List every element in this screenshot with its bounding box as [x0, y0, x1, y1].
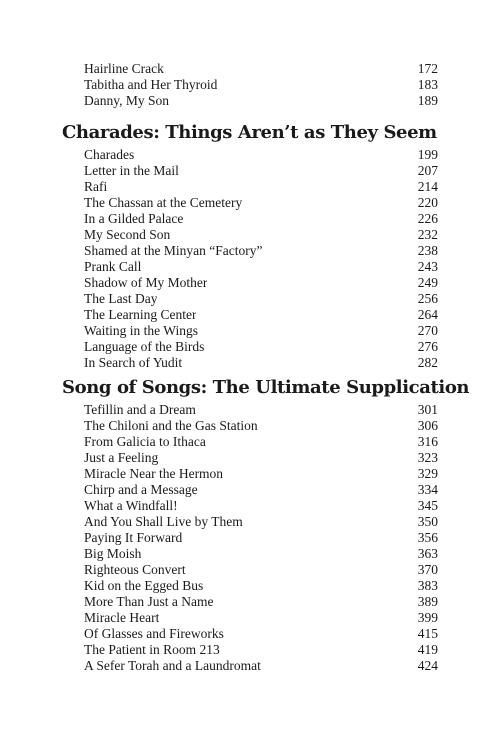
toc-entry-title: Miracle Heart: [84, 610, 160, 625]
toc-entry-page: 189: [417, 93, 438, 108]
toc-entry-page: 199: [417, 147, 438, 162]
toc-entry-title: Shadow of My Mother: [84, 275, 208, 290]
toc-entry: [84, 179, 438, 195]
toc-entry: [84, 93, 438, 109]
toc-entry-page: 329: [417, 466, 438, 481]
toc-entry: [84, 402, 438, 418]
toc-entry-title: Miracle Near the Hermon: [84, 466, 224, 481]
toc-entry-title: Tabitha and Her Thyroid: [84, 77, 218, 92]
toc-entry-title: My Second Son: [84, 227, 171, 242]
continued-entries: [84, 61, 438, 109]
toc-entry-page: 345: [417, 498, 438, 513]
toc-entry-title: What a Windfall!: [84, 498, 178, 513]
toc-entry-title: Letter in the Mail: [84, 163, 179, 178]
toc-entry-page: 172: [417, 61, 438, 76]
toc-entry-page: 383: [417, 578, 438, 593]
section-entries: [84, 147, 438, 371]
toc-entry: [84, 291, 438, 307]
toc-entry-page: 207: [417, 163, 438, 178]
toc-entry-title: Prank Call: [84, 259, 142, 274]
toc-entry-title: More Than Just a Name: [84, 594, 214, 609]
toc-entry-title: Of Glasses and Fireworks: [84, 626, 224, 641]
toc-entry: [84, 355, 438, 371]
toc-entry-title: The Learning Center: [84, 307, 197, 322]
toc-entry-title: The Chiloni and the Gas Station: [84, 418, 258, 433]
toc-entry: [84, 594, 438, 610]
toc-entry-title: From Galicia to Ithaca: [84, 434, 206, 449]
toc-entry-page: 243: [417, 259, 438, 274]
toc-entry-title: The Chassan at the Cemetery: [84, 195, 243, 210]
toc-entry-title: Big Moish: [84, 546, 142, 561]
toc-entry-page: 220: [417, 195, 438, 210]
toc-entry: [84, 482, 438, 498]
toc-entry: [84, 307, 438, 323]
toc-entry-title: Charades: [84, 147, 135, 162]
toc-entry-title: Kid on the Egged Bus: [84, 578, 204, 593]
toc-entry: [84, 562, 438, 578]
toc-entry-page: 399: [417, 610, 438, 625]
toc-entry-page: 306: [417, 418, 438, 433]
section-entries: [84, 402, 438, 674]
toc-entry: [84, 259, 438, 275]
toc-entry-title: Chirp and a Message: [84, 482, 198, 497]
toc-entry-title: Righteous Convert: [84, 562, 186, 577]
toc-entry-page: 276: [417, 339, 438, 354]
toc-entry: [84, 275, 438, 291]
toc-entry-page: 415: [417, 626, 438, 641]
toc-entry-page: 356: [417, 530, 438, 545]
toc-entry-page: 214: [417, 179, 438, 194]
toc-entry-page: 419: [417, 642, 438, 657]
toc-section-charades: [62, 120, 438, 371]
toc-entry-page: 316: [417, 434, 438, 449]
toc-entry: [84, 658, 438, 674]
toc-entry-page: 270: [417, 323, 438, 338]
toc-entry: [84, 434, 438, 450]
toc-entry: [84, 195, 438, 211]
toc-entry: [84, 466, 438, 482]
toc-entry-title: In Search of Yudit: [84, 355, 183, 370]
toc-entry: [84, 211, 438, 227]
toc-entry-title: The Patient in Room 213: [84, 642, 220, 657]
toc-entry: [84, 450, 438, 466]
toc-entry-page: 249: [417, 275, 438, 290]
toc-entry-title: Just a Feeling: [84, 450, 159, 465]
toc-entry: [84, 418, 438, 434]
toc-entry-title: Tefillin and a Dream: [84, 402, 196, 417]
toc-entry-page: 232: [417, 227, 438, 242]
toc-entry-title: Danny, My Son: [84, 93, 170, 108]
toc-entry: [84, 546, 438, 562]
toc-entry-title: Paying It Forward: [84, 530, 183, 545]
toc-entry: [84, 498, 438, 514]
toc-entry: [84, 626, 438, 642]
toc-entry-page: 301: [417, 402, 438, 417]
toc-entry-page: 256: [417, 291, 438, 306]
toc-entry: [84, 514, 438, 530]
toc-entry-title: Language of the Birds: [84, 339, 205, 354]
toc-entry: [84, 578, 438, 594]
toc-entry-page: 334: [417, 482, 438, 497]
toc-entry-page: 264: [417, 307, 438, 322]
toc-entry-title: And You Shall Live by Them: [84, 514, 243, 529]
toc-entry: [84, 77, 438, 93]
toc-entry-page: 424: [417, 658, 438, 673]
toc-entry-title: Rafi: [84, 179, 108, 194]
toc-entry: [84, 227, 438, 243]
toc-entry-page: 282: [417, 355, 438, 370]
toc-entry-page: 370: [417, 562, 438, 577]
toc-entry: [84, 530, 438, 546]
toc-entry-page: 323: [417, 450, 438, 465]
toc-section-song-of-songs: [62, 375, 470, 674]
toc-entry: [84, 243, 438, 259]
toc-entry: [84, 163, 438, 179]
toc-entry-page: 389: [417, 594, 438, 609]
toc-entry-title: Shamed at the Minyan “Factory”: [84, 243, 263, 258]
toc-entry-title: A Sefer Torah and a Laundromat: [84, 658, 261, 673]
section-heading: Charades: Things Aren’t as They Seem: [62, 122, 437, 143]
toc-entry: [84, 61, 438, 77]
toc-entry-page: 238: [417, 243, 438, 258]
toc-entry: [84, 610, 438, 626]
toc-entry-page: 226: [417, 211, 438, 226]
toc-entry-title: In a Gilded Palace: [84, 211, 184, 226]
toc-entry-page: 183: [417, 77, 438, 92]
toc-entry: [84, 323, 438, 339]
toc-entry: [84, 642, 438, 658]
toc-entry-page: 350: [417, 514, 438, 529]
toc-entry: [84, 147, 438, 163]
toc-entry-title: Waiting in the Wings: [84, 323, 198, 338]
toc-entry-title: Hairline Crack: [84, 61, 164, 76]
toc-entry: [84, 339, 438, 355]
toc-entry-title: The Last Day: [84, 291, 158, 306]
toc-entry-page: 363: [417, 546, 438, 561]
section-heading: Song of Songs: The Ultimate Supplication: [62, 377, 470, 398]
